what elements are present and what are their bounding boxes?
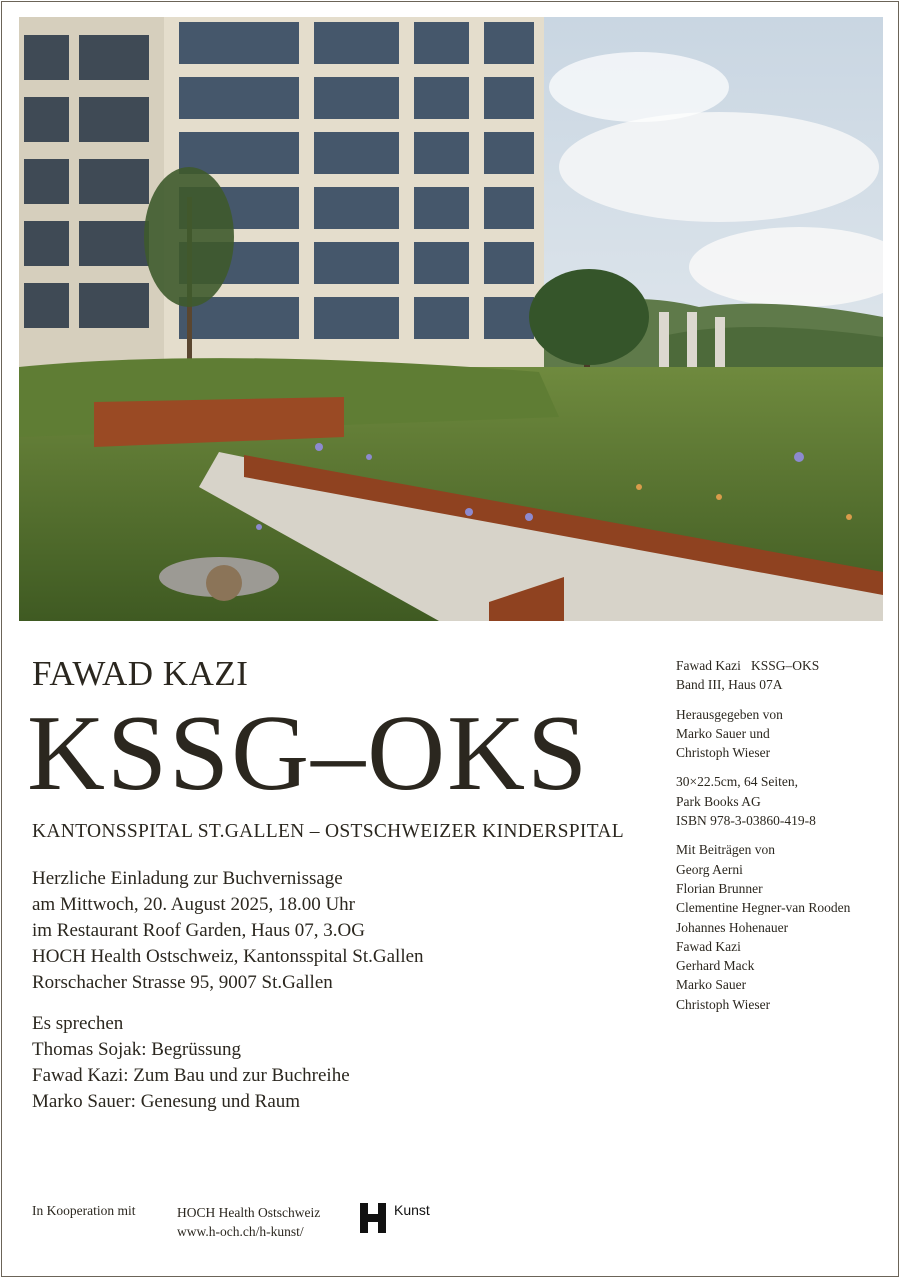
invitation-text (32, 866, 424, 996)
info-line: Herausgegeben von (676, 706, 783, 722)
cooperation-label: In Kooperation mit (32, 1203, 136, 1218)
speakers-heading: Es sprechen (32, 1013, 124, 1034)
info-line: Fawad Kazi KSSG–OKS (676, 658, 820, 673)
info-line: ISBN 978-3-03860-419-8 (676, 813, 816, 829)
partner-info (177, 1203, 320, 1241)
contributor-name: Marko Sauer (676, 977, 747, 993)
book-title: KSSG–OKS (27, 694, 590, 813)
contributor-name: Johannes Hohenauer (676, 919, 789, 935)
info-line: Mit Beiträgen von (676, 842, 775, 858)
logo-text: Kunst (394, 1202, 430, 1218)
speaker-line: Marko Sauer: Genesung und Raum (32, 1091, 301, 1112)
author-name: FAWAD KAZI (32, 654, 249, 693)
contributor-name: Clementine Hegner-van Rooden (676, 900, 851, 916)
speaker-line: Fawad Kazi: Zum Bau und zur Buchreihe (32, 1065, 350, 1086)
info-line: Christoph Wieser (676, 745, 771, 761)
contributor-name: Fawad Kazi (676, 938, 741, 954)
invitation-line: Herzliche Einladung zur Buchvernissage (32, 868, 343, 889)
invitation-line: HOCH Health Ostschweiz, Kantonsspital St.Gallen (32, 946, 424, 967)
contributor-name: Christoph Wieser (676, 996, 771, 1012)
speaker-line: Thomas Sojak: Begrüssung (32, 1039, 241, 1060)
speakers-list (32, 1011, 350, 1115)
book-subtitle: KANTONSSPITAL ST.GALLEN – OSTSCHWEIZER KINDERSPITAL (32, 821, 624, 842)
invitation-line: im Restaurant Roof Garden, Haus 07, 3.OG (32, 920, 365, 941)
info-line: Park Books AG (676, 793, 761, 809)
partner-url[interactable]: www.h-och.ch/h-kunst/ (177, 1224, 304, 1239)
contributor-name: Georg Aerni (676, 861, 743, 877)
info-line: 30×22.5cm, 64 Seiten, (676, 774, 798, 790)
roof-garden-photo (19, 17, 883, 621)
invitation-line: Rorschacher Strasse 95, 9007 St.Gallen (32, 972, 333, 993)
book-reference (676, 656, 891, 695)
book-info-column (676, 656, 891, 1024)
h-kunst-logo (360, 1203, 440, 1235)
contributor-name: Florian Brunner (676, 880, 763, 896)
partner-name: HOCH Health Ostschweiz (177, 1205, 321, 1220)
editors (676, 705, 891, 763)
book-specs (676, 772, 891, 830)
info-line: Marko Sauer und (676, 725, 770, 741)
h-logo-icon (360, 1203, 386, 1233)
invitation-line: am Mittwoch, 20. August 2025, 18.00 Uhr (32, 894, 355, 915)
contributors (676, 840, 891, 1014)
contributor-name: Gerhard Mack (676, 958, 755, 974)
info-line: Band III, Haus 07A (676, 677, 783, 693)
